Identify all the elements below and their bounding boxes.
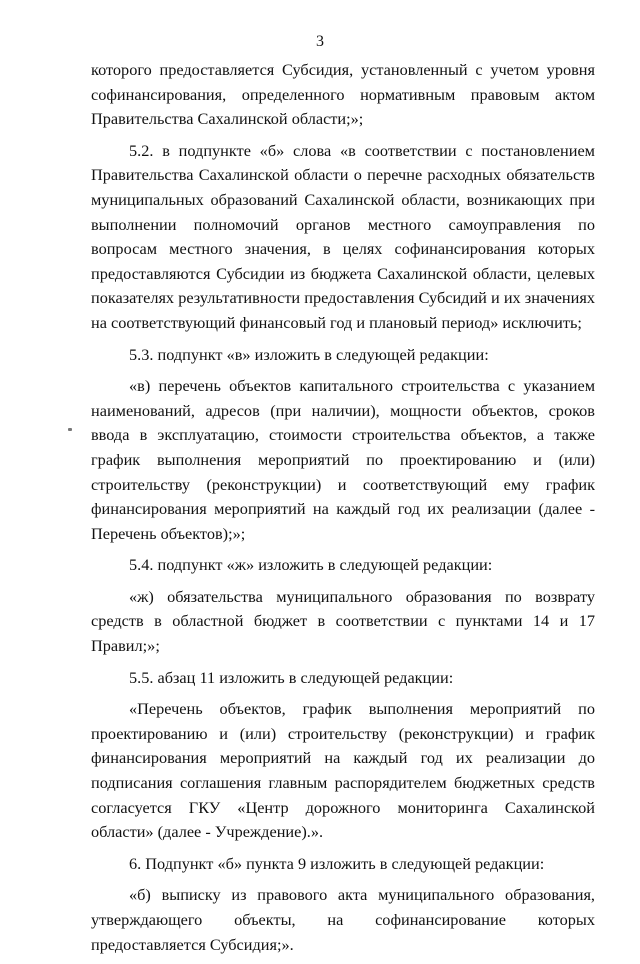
margin-mark bbox=[68, 428, 72, 431]
page-number: 3 bbox=[316, 33, 324, 50]
paragraph-5-5: 5.5. абзац 11 изложить в следующей редакции: bbox=[129, 667, 454, 687]
paragraph-5-3-text: «в) перечень объектов капитального строительства с указанием наименований, адресов (при наличии), мощности объектов, сроков ввода в эксплуатацию, стоимости строительства объектов, а также график выполнения мероприятий по проектированию и (или) строительству (реконструкции) и соответствующий ему график финансирования мероприятий на каждый год их реализации (далее - Перечень объектов);»; bbox=[91, 376, 595, 543]
paragraph-continuation: которого предоставляется Субсидия, установленный с учетом уровня софинансирования, определенного нормативным правовым актом Правительства Сахалинской области;»; bbox=[91, 60, 595, 129]
paragraph-5-3: 5.3. подпункт «в» изложить в следующей редакции: bbox=[129, 344, 489, 364]
paragraph-6: 6. Подпункт «б» пункта 9 изложить в следующей редакции: bbox=[129, 853, 545, 873]
document-body bbox=[91, 58, 595, 964]
paragraph-6-text: «б) выписку из правового акта муниципального образования, утверждающего объекты, на софинансирование которых предоставляется Субсидия;». bbox=[91, 885, 595, 954]
paragraph-5-4: 5.4. подпункт «ж» изложить в следующей редакции: bbox=[129, 555, 493, 575]
paragraph-5-5-text: «Перечень объектов, график выполнения мероприятий по проектированию и (или) строительству (реконструкции) и график финансирования мероприятий на каждый год их реализации до подписания соглашения главным распорядителем бюджетных средств согласуется ГКУ «Центр дорожного мониторинга Сахалинской области» (далее - Учреждение).». bbox=[91, 699, 595, 842]
paragraph-5-4-text: «ж) обязательства муниципального образования по возврату средств в областной бюджет в соответствии с пунктами 14 и 17 Правил;»; bbox=[91, 586, 595, 656]
paragraph-5-2: 5.2. в подпункте «б» слова «в соответствии с постановлением Правительства Сахалинской области о перечне расходных обязательств муниципальных образований Сахалинской области, возникающих при выполнении полномочий органов местного самоуправления по вопросам местного значения, в целях софинансирования которых предоставляются Субсидии из бюджета Сахалинской области, целевых показателях результативности предоставления Субсидий и их значениях на соответствующий финансовый год и плановый период» исключить; bbox=[91, 140, 595, 332]
